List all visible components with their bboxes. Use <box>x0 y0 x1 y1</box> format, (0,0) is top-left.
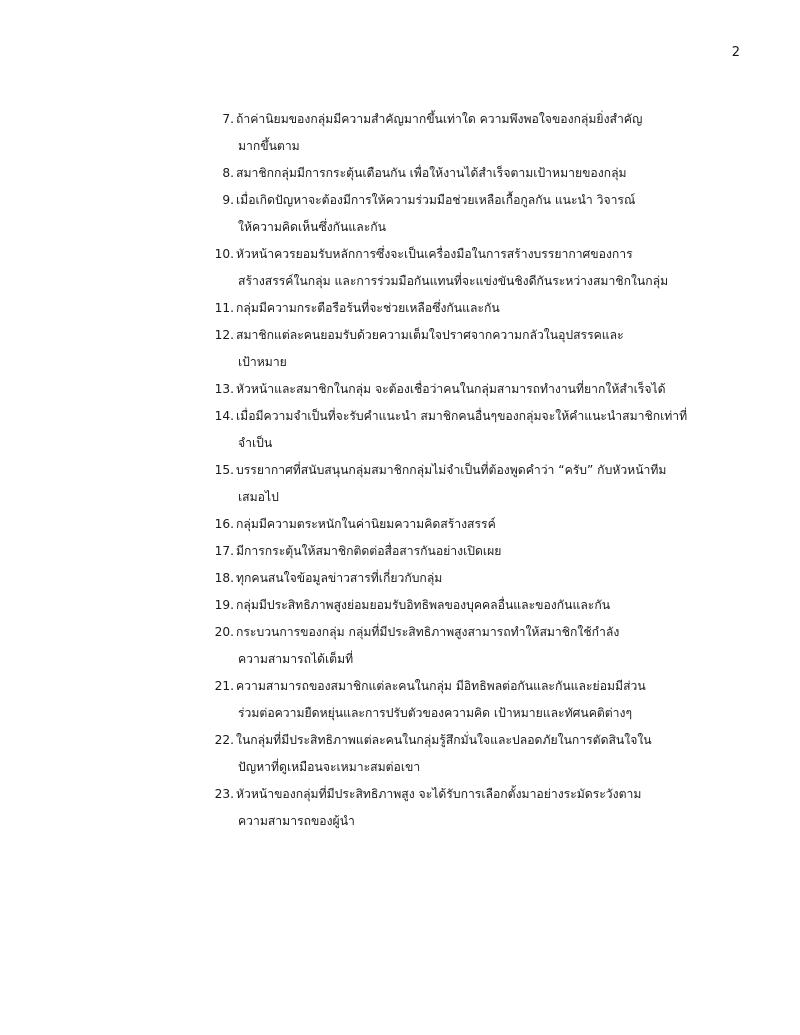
page-number: 2 <box>731 45 740 60</box>
list-item-text: ความสามารถของสมาชิกแต่ละคนในกลุ่ม มีอิทธิพลต่อกันและกันและย่อมมีส่วน <box>236 679 646 693</box>
list-item-text: สมาชิกแต่ละคนยอมรับด้วยความเต็มใจปราศจากความกลัวในอุปสรรคและ <box>236 328 624 342</box>
list-item-text: หัวหน้าและสมาชิกในกลุ่ม จะต้องเชื่อว่าคนในกลุ่มสามารถทำงานที่ยากให้สำเร็จได้ <box>236 382 666 396</box>
list-item-number: 10. <box>214 247 234 261</box>
list-item <box>210 781 680 835</box>
list-item <box>210 106 680 160</box>
list-item-text: กลุ่มมีความกระตือรือร้นที่จะช่วยเหลือซึ่งกันและกัน <box>236 301 500 315</box>
list-item-number: 15. <box>214 463 234 477</box>
list-item-text-continued: เป้าหมาย <box>238 355 287 369</box>
list-item-text: เมื่อเกิดปัญหาจะต้องมีการให้ความร่วมมือช่วยเหลือเกื้อกูลกัน แนะนำ วิจารณ์ <box>236 193 636 207</box>
list-item-text: กลุ่มมีความตระหนักในค่านิยมความคิดสร้างสรรค์ <box>236 517 496 531</box>
list-item-text-continued: ความสามารถของผู้นำ <box>238 814 355 828</box>
list-item <box>210 619 680 673</box>
list-item-text: ทุกคนสนใจข้อมูลข่าวสารที่เกี่ยวกับกลุ่ม <box>236 571 443 585</box>
numbered-list <box>210 106 688 835</box>
list-item-number: 17. <box>214 544 234 558</box>
list-item <box>210 403 688 457</box>
list-item-text: กลุ่มมีประสิทธิภาพสูงย่อมยอมรับอิทธิพลของบุคคลอื่นและของกันและกัน <box>236 598 611 612</box>
list-item-text: หัวหน้าของกลุ่มที่มีประสิทธิภาพสูง จะได้รับการเลือกตั้งมาอย่างระมัดระวังตาม <box>236 787 642 801</box>
list-item-text-continued: ร่วมต่อความยืดหยุ่นและการปรับตัวของความคิด เป้าหมายและทัศนคติต่างๆ <box>238 706 633 720</box>
list-item-number: 13. <box>214 382 234 396</box>
list-item-number: 8. <box>222 166 234 180</box>
list-item <box>210 673 680 727</box>
list-item-text-continued: จำเป็น <box>238 436 273 450</box>
list-item-number: 19. <box>214 598 234 612</box>
list-item-text-continued: มากขึ้นตาม <box>238 139 300 153</box>
list-item-number: 9. <box>222 193 234 207</box>
list-item-number: 16. <box>214 517 234 531</box>
list-item-number: 23. <box>214 787 234 801</box>
list-item-number: 12. <box>214 328 234 342</box>
list-item-text-continued: ให้ความคิดเห็นซึ่งกันและกัน <box>238 220 386 234</box>
list-item <box>210 322 680 376</box>
list-item <box>210 295 680 322</box>
list-item <box>210 538 680 565</box>
list-item <box>210 727 680 781</box>
list-item <box>210 241 680 295</box>
list-item-number: 18. <box>214 571 234 585</box>
list-item-text: เมื่อมีความจำเป็นที่จะรับคำแนะนำ สมาชิกคนอื่นๆของกลุ่มจะให้คำแนะนำสมาชิกเท่าที่ <box>236 409 688 423</box>
list-item <box>210 160 680 187</box>
list-item <box>210 592 680 619</box>
list-item-text-continued: เสมอไป <box>238 490 279 504</box>
list-item-text-continued: ความสามารถได้เต็มที่ <box>238 652 354 666</box>
list-item-text: สมาชิกกลุ่มมีการกระตุ้นเตือนกัน เพื่อให้งานได้สำเร็จตามเป้าหมายของกลุ่ม <box>236 166 627 180</box>
list-item-text: บรรยากาศที่สนับสนุนกลุ่มสมาชิกกลุ่มไม่จำเป็นที่ต้องพูดคำว่า “ครับ” กับหัวหน้าทีม <box>236 463 667 477</box>
list-item <box>210 457 680 511</box>
list-item-number: 11. <box>214 301 234 315</box>
list-item-number: 20. <box>214 625 234 639</box>
list-item <box>210 376 680 403</box>
list-item-text-continued: ปัญหาที่ดูเหมือนจะเหมาะสมต่อเขา <box>238 760 421 774</box>
list-item-text: กระบวนการของกลุ่ม กลุ่มที่มีประสิทธิภาพสูงสามารถทำให้สมาชิกใช้กำลัง <box>236 625 620 639</box>
list-item-number: 21. <box>214 679 234 693</box>
list-item <box>210 511 680 538</box>
list-item-number: 14. <box>214 409 234 423</box>
list-item-text: หัวหน้าควรยอมรับหลักการซึ่งจะเป็นเครื่องมือในการสร้างบรรยากาศของการ <box>236 247 633 261</box>
list-item <box>210 187 680 241</box>
list-item-text: ถ้าค่านิยมของกลุ่มมีความสำคัญมากขึ้นเท่าใด ความพึงพอใจของกลุ่มยิ่งสำคัญ <box>236 112 643 126</box>
list-item-number: 22. <box>214 733 234 747</box>
list-item-text: มีการกระตุ้นให้สมาชิกติดต่อสื่อสารกันอย่างเปิดเผย <box>236 544 502 558</box>
list-item <box>210 565 680 592</box>
list-item-number: 7. <box>222 112 234 126</box>
list-item-text: ในกลุ่มที่มีประสิทธิภาพแต่ละคนในกลุ่มรู้สึกมั่นใจและปลอดภัยในการตัดสินใจใน <box>236 733 652 747</box>
list-item-text-continued: สร้างสรรค์ในกลุ่ม และการร่วมมือกันแทนที่จะแข่งขันชิงดีกันระหว่างสมาชิกในกลุ่ม <box>238 274 669 288</box>
